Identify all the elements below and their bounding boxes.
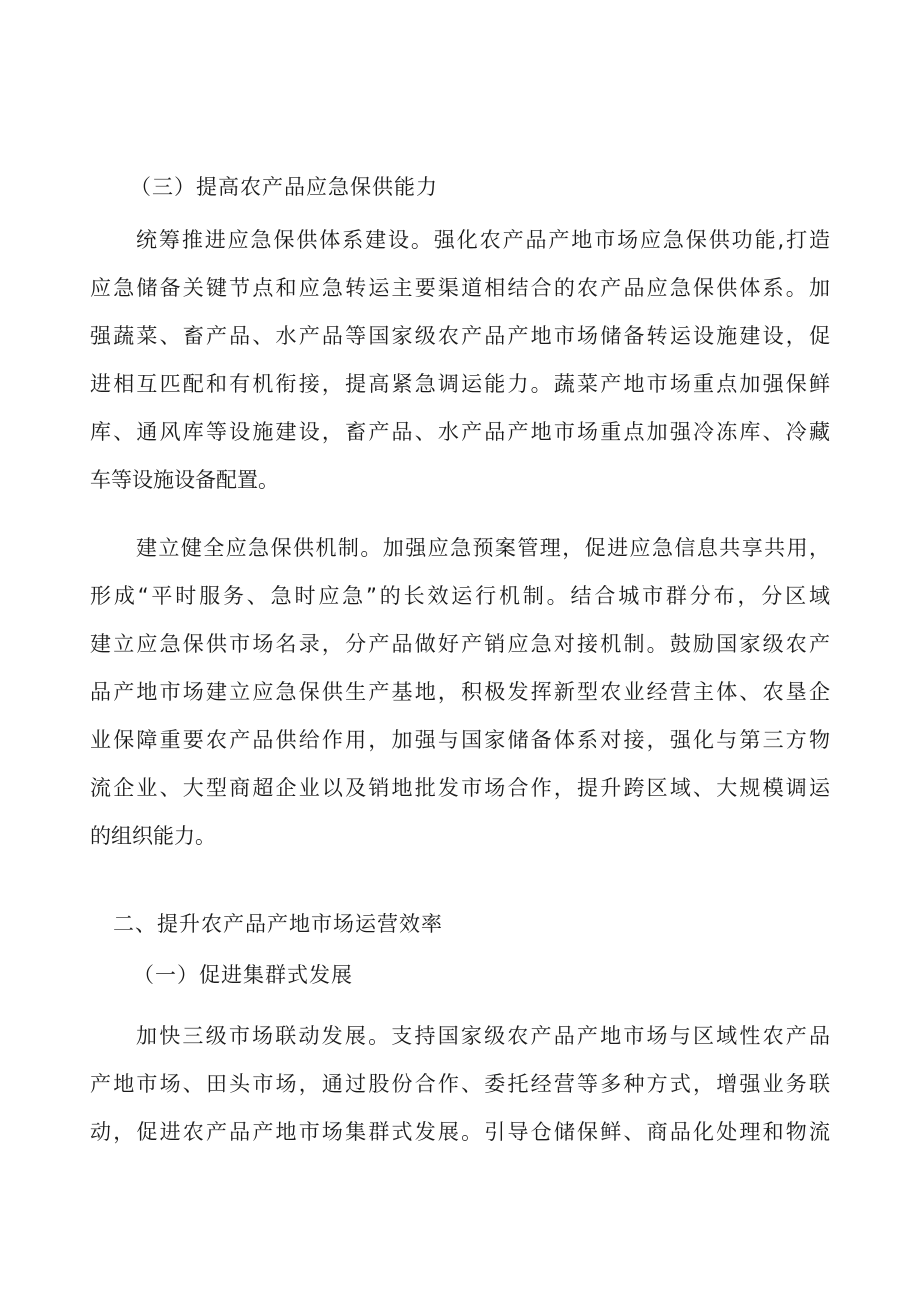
paragraph-line: 业保障重要农产品供给作用，加强与国家储备体系对接，强化与第三方物 — [90, 728, 830, 752]
paragraph-line: 动，促进农产品产地市场集群式发展。引导仓储保鲜、商品化处理和物流 — [90, 1120, 830, 1144]
paragraph-line: 产地市场、田头市场，通过股份合作、委托经营等多种方式，增强业务联 — [90, 1072, 830, 1096]
paragraph-line: 的组织能力。 — [90, 824, 216, 848]
paragraph-line: 库、通风库等设施建设，畜产品、水产品产地市场重点加强冷冻库、冷藏 — [90, 420, 830, 444]
paragraph-line: 统筹推进应急保供体系建设。强化农产品产地市场应急保供功能,打造 — [136, 228, 830, 252]
section-heading-cluster-development: （一）促进集群式发展 — [133, 963, 353, 987]
paragraph-line: 应急储备关键节点和应急转运主要渠道相结合的农产品应急保供体系。加 — [90, 276, 830, 300]
paragraph-three-tier-linkage — [90, 1012, 830, 1156]
paragraph-emergency-mechanism — [90, 524, 830, 860]
paragraph-emergency-system — [90, 216, 830, 504]
paragraph-line: 建立应急保供市场名录，分产品做好产销应急对接机制。鼓励国家级农产 — [90, 632, 830, 656]
paragraph-line: 加快三级市场联动发展。支持国家级农产品产地市场与区域性农产品 — [136, 1024, 830, 1048]
paragraph-line: 进相互匹配和有机衔接，提高紧急调运能力。蔬菜产地市场重点加强保鲜 — [90, 372, 830, 396]
paragraph-line: 品产地市场建立应急保供生产基地，积极发挥新型农业经营主体、农垦企 — [90, 680, 830, 704]
section-heading-emergency-supply: （三）提高农产品应急保供能力 — [130, 175, 438, 199]
paragraph-line: 流企业、大型商超企业以及销地批发市场合作，提升跨区域、大规模调运 — [90, 776, 830, 800]
paragraph-line: 建立健全应急保供机制。加强应急预案管理，促进应急信息共享共用， — [136, 536, 830, 560]
paragraph-line: 强蔬菜、畜产品、水产品等国家级农产品产地市场储备转运设施建设，促 — [90, 324, 830, 348]
chapter-heading-market-efficiency: 二、提升农产品产地市场运营效率 — [113, 912, 443, 936]
paragraph-line: 形成“平时服务、急时应急”的长效运行机制。结合城市群分布，分区域 — [90, 584, 830, 608]
paragraph-line: 车等设施设备配置。 — [90, 468, 279, 492]
